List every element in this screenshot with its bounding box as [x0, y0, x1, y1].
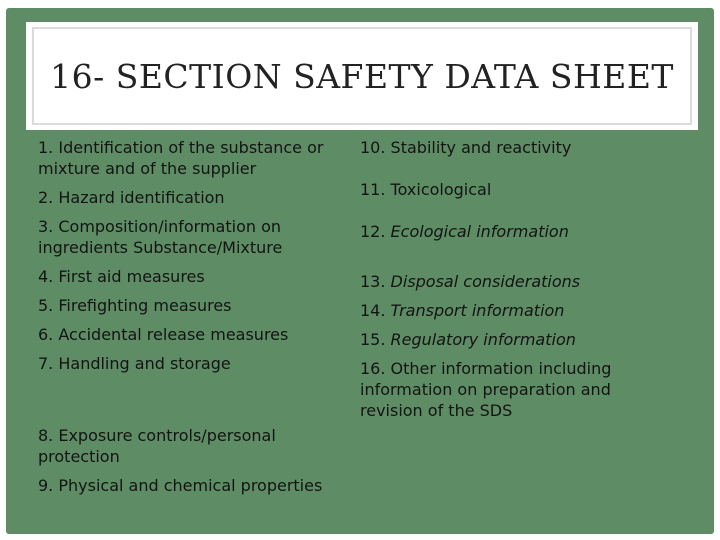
list-item: 2. Hazard identification	[38, 188, 225, 207]
item-text: Stability and reactivity	[390, 138, 572, 157]
item-text: Regulatory information	[390, 330, 576, 349]
list-item: 1. Identification of the substance or mixture and of the supplier	[38, 138, 324, 178]
list-item	[360, 271, 660, 292]
list-item	[360, 300, 660, 321]
list-item: 6. Accidental release measures	[38, 325, 289, 344]
title-frame	[32, 27, 692, 125]
item-text: Toxicological	[390, 180, 492, 199]
list-item	[360, 179, 660, 200]
list-item: 7. Handling and storage	[38, 354, 231, 373]
list-item: 3. Composition/information on ingredients Substance/Mixture	[38, 217, 283, 257]
list-item: 4. First aid measures	[38, 267, 205, 286]
item-number: 10.	[360, 138, 386, 157]
item-text: Disposal considerations	[390, 272, 581, 291]
item-text: Transport information	[390, 301, 565, 320]
list-item	[360, 358, 660, 421]
item-number: 15.	[360, 330, 386, 349]
item-number: 13.	[360, 272, 386, 291]
item-number: 12.	[360, 222, 386, 241]
left-column-list	[38, 137, 360, 504]
list-item	[360, 329, 660, 350]
item-number: 16.	[360, 359, 386, 378]
slide-title: 16- SECTION SAFETY DATA SHEET	[50, 56, 674, 96]
right-column-list	[360, 137, 660, 429]
list-item: 8. Exposure controls/personal protection	[38, 426, 276, 466]
item-number: 14.	[360, 301, 386, 320]
list-item: 5. Firefighting measures	[38, 296, 232, 315]
item-number: 11.	[360, 180, 386, 199]
list-item	[360, 221, 660, 242]
item-text: Other information including information on preparation and revision of the SDS	[360, 359, 612, 420]
item-text: Ecological information	[390, 222, 569, 241]
list-item	[360, 137, 660, 158]
title-box	[26, 22, 698, 130]
list-item: 9. Physical and chemical properties	[38, 476, 323, 495]
